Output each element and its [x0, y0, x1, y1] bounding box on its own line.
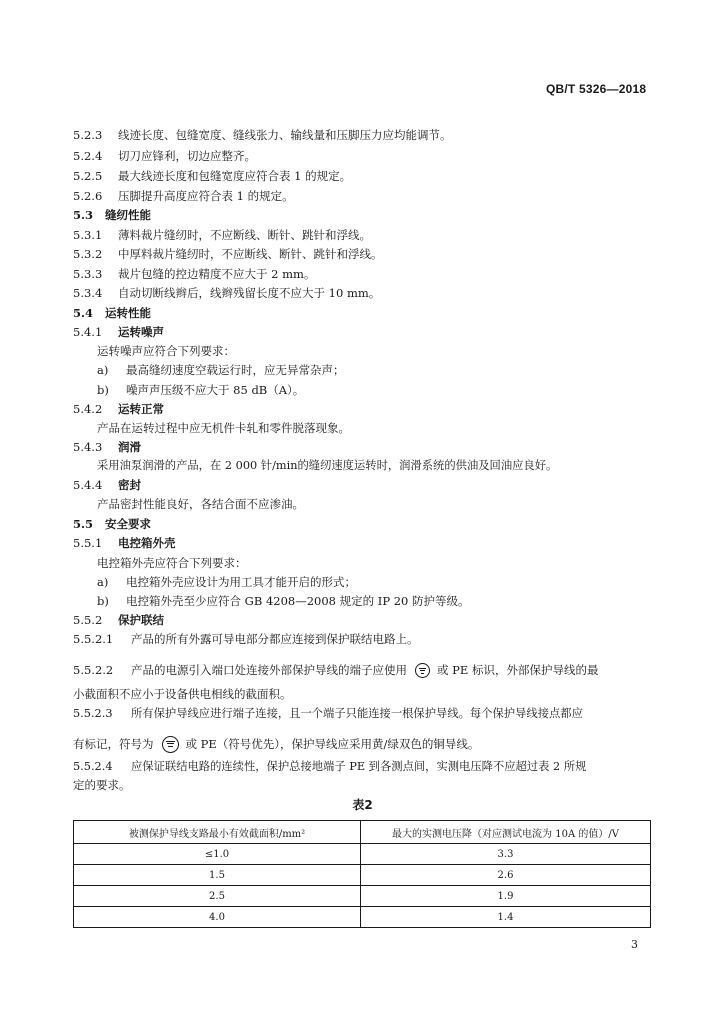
subsection-number: 5.4.1: [73, 325, 103, 339]
table-cell: 1.9: [361, 886, 651, 907]
clause-text: 裁片包缝的控边精度不应大于 2 mm。: [118, 267, 316, 281]
section-title: 运转性能: [105, 306, 151, 320]
section-number: 5.5: [73, 517, 94, 531]
list-item-a: [97, 574, 356, 590]
table-cell: 2.5: [74, 886, 361, 907]
list-marker: a): [97, 363, 109, 377]
clause-number: 5.5.2.2: [73, 663, 114, 677]
table-row: [74, 865, 651, 886]
clause-text: 最大线迹长度和包缝宽度应符合表 1 的规定。: [118, 169, 352, 183]
subsection-number: 5.5.2: [73, 613, 103, 627]
table-row: [74, 907, 651, 928]
protective-earth-symbol-icon: [415, 663, 430, 678]
subsection-title: 保护联结: [118, 613, 164, 627]
subsection-5-5-1-heading: [73, 535, 176, 551]
section-number: 5.4: [73, 306, 94, 320]
clause-5-5-2-2: [73, 662, 598, 679]
clause-5-5-2-3: [73, 706, 583, 722]
subsection-title: 密封: [118, 478, 141, 492]
clause-text: 或 PE（符号优先），保护导线应采用黄/绿双色的铜导线。: [185, 737, 480, 751]
clause-text: 产品的所有外露可导电部分都应连接到保护联结电路上。: [131, 632, 419, 646]
clause-5-3-3: [73, 266, 315, 282]
clause-number: 5.3.4: [73, 286, 103, 300]
table-cell: 1.5: [74, 865, 361, 886]
subsection-5-4-3-heading: [73, 439, 141, 455]
clause-number: 5.2.5: [73, 169, 103, 183]
clause-5-2-6: [73, 188, 294, 204]
clause-text: 有标记，符号为: [73, 737, 154, 751]
voltage-drop-table: [73, 820, 651, 928]
clause-number: 5.5.2.1: [73, 632, 114, 646]
clause-text: 切刀应锋利，切边应整齐。: [118, 149, 256, 163]
list-marker: b): [97, 594, 109, 608]
table-row: [74, 886, 651, 907]
body-text: 产品密封性能良好，各结合面不应渗油。: [97, 497, 304, 511]
clause-number: 5.3.3: [73, 267, 103, 281]
body-text: 采用油泵润滑的产品，在 2 000 针/min的缝纫速度运转时，润滑系统的供油及回油应良好。: [97, 459, 558, 472]
clause-5-5-2-4: [73, 759, 586, 775]
clause-text: 线迹长度、包缝宽度、缝线张力、输线量和压脚压力应均能调节。: [118, 128, 452, 142]
clause-text: 自动切断线辫后，线辫残留长度不应大于 10 mm。: [118, 286, 381, 300]
subsection-5-5-2-heading: [73, 612, 164, 628]
table-cell: 4.0: [74, 907, 361, 928]
list-text: 噪声声压级不应大于 85 dB（A）。: [126, 383, 305, 397]
subsection-5-4-2-heading: [73, 401, 164, 417]
subsection-title: 运转正常: [118, 402, 164, 416]
list-text: 电控箱外壳至少应符合 GB 4208—2008 规定的 IP 20 防护等级。: [126, 594, 470, 608]
clause-5-3-2: [73, 246, 383, 262]
list-marker: a): [97, 575, 109, 589]
clause-5-2-4: [73, 148, 256, 164]
section-number: 5.3: [73, 208, 94, 222]
clause-continuation: 定的要求。: [73, 778, 131, 792]
table-header-cell: 最大的实测电压降（对应测试电流为 10A 的值）/V: [361, 821, 651, 844]
list-item-a: [97, 362, 345, 378]
subsection-number: 5.5.1: [73, 536, 103, 550]
clause-number: 5.3.1: [73, 228, 103, 242]
section-5-5-heading: [73, 516, 151, 532]
subsection-title: 电控箱外壳: [118, 536, 176, 550]
clause-text: 薄料裁片缝纫时，不应断线、断针、跳针和浮线。: [118, 228, 371, 242]
clause-continuation: 小截面积不应小于设备供电相线的截面积。: [73, 687, 292, 701]
list-marker: b): [97, 383, 109, 397]
table-row: [74, 844, 651, 865]
table-header-row: [74, 821, 651, 844]
clause-text: 压脚提升高度应符合表 1 的规定。: [118, 189, 294, 203]
list-item-b: [97, 593, 470, 609]
subsection-title: 运转噪声: [118, 325, 164, 339]
clause-number: 5.3.2: [73, 247, 103, 261]
subsection-number: 5.4.2: [73, 402, 103, 416]
body-text: 电控箱外壳应符合下列要求：: [97, 556, 247, 570]
subsection-5-4-1-heading: [73, 324, 164, 340]
body-text: 产品在运转过程中应无机件卡轧和零件脱落现象。: [97, 421, 350, 435]
list-text: 电控箱外壳应设计为用工具才能开启的形式；: [126, 575, 356, 589]
list-text: 最高缝纫速度空载运行时，应无异常杂声；: [126, 363, 345, 377]
section-5-3-heading: [73, 207, 151, 223]
table-header-cell: 被测保护导线支路最小有效截面积/mm²: [74, 821, 361, 844]
clause-number: 5.5.2.4: [73, 760, 113, 773]
clause-5-3-4: [73, 285, 380, 301]
body-text: 运转噪声应符合下列要求：: [97, 344, 235, 358]
table-cell: 1.4: [361, 907, 651, 928]
clause-5-5-2-1: [73, 631, 419, 647]
clause-text: 产品的电源引入端口处连接外部保护导线的端子应使用: [131, 663, 407, 677]
clause-5-3-1: [73, 227, 371, 243]
clause-continuation: [73, 736, 479, 754]
clause-5-2-3: [73, 127, 452, 143]
subsection-number: 5.4.4: [73, 478, 103, 492]
section-title: 缝纫性能: [105, 208, 151, 222]
clause-text: 应保证联结电路的连续性，保护总接地端子 PE 到各测点间，实测电压降不应超过表 2 所规: [131, 760, 587, 773]
page-number: 3: [631, 938, 638, 951]
table-cell: 3.3: [361, 844, 651, 865]
protective-earth-symbol-icon: [162, 736, 179, 753]
clause-number: 5.2.6: [73, 189, 103, 203]
standard-code-header: QB/T 5326—2018: [546, 82, 647, 96]
table-title: 表2: [352, 798, 373, 812]
clause-number: 5.5.2.3: [73, 707, 113, 720]
clause-number: 5.2.3: [73, 128, 103, 142]
clause-5-2-5: [73, 168, 351, 184]
section-5-4-heading: [73, 305, 151, 321]
subsection-title: 润滑: [118, 440, 141, 454]
subsection-5-4-4-heading: [73, 477, 141, 493]
table-cell: ≤1.0: [74, 844, 361, 865]
table-cell: 2.6: [361, 865, 651, 886]
section-title: 安全要求: [105, 517, 151, 531]
subsection-number: 5.4.3: [73, 440, 103, 454]
clause-number: 5.2.4: [73, 149, 103, 163]
clause-text: 所有保护导线应进行端子连接，且一个端子只能连接一根保护导线。每个保护导线接点都应: [131, 707, 583, 720]
list-item-b: [97, 382, 304, 398]
clause-text: 中厚料裁片缝纫时，不应断线、断针、跳针和浮线。: [118, 247, 383, 261]
clause-text: 或 PE 标识，外部保护导线的最: [437, 663, 599, 677]
